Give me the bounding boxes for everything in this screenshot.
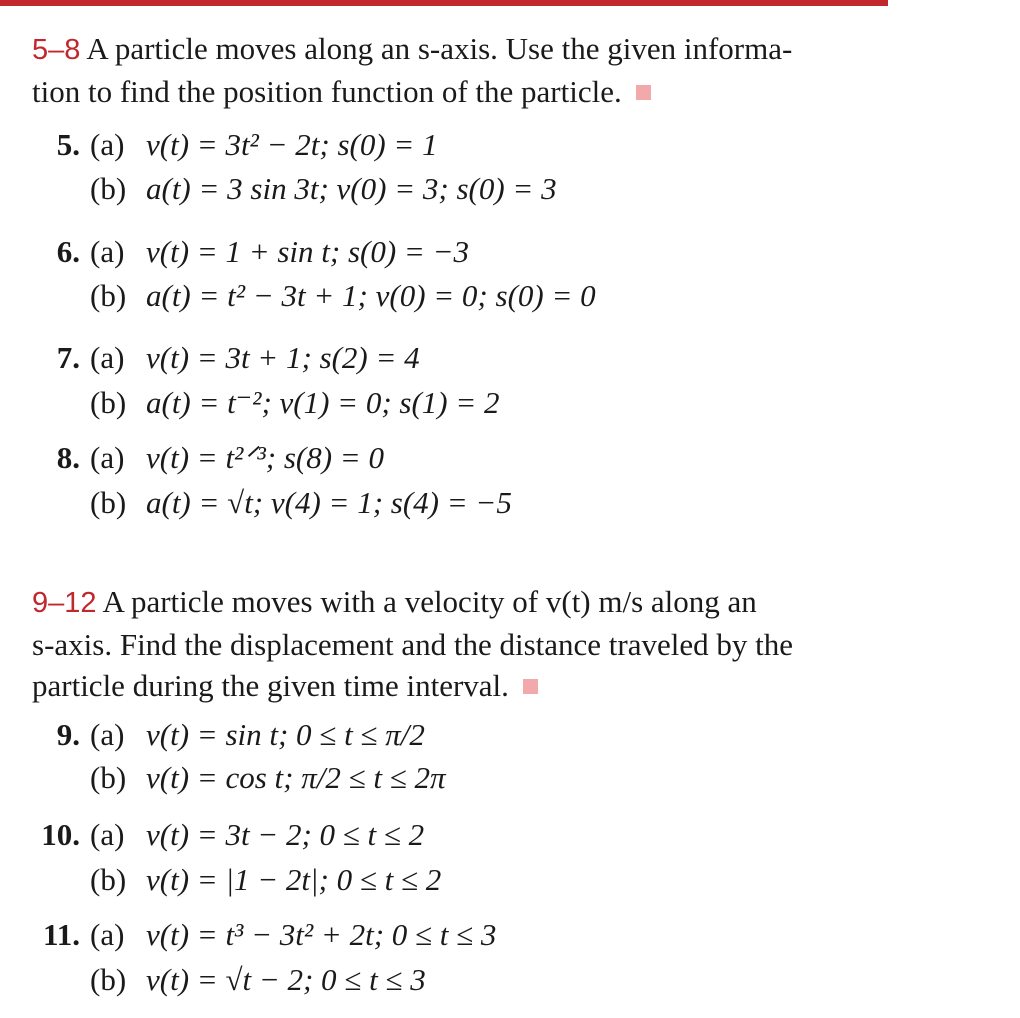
- problem-part-a: [90, 438, 384, 478]
- problem-part-a: [90, 715, 425, 755]
- section-9-12-intro: [32, 581, 890, 706]
- part-letter: (a): [90, 340, 125, 375]
- part-expression: v(t) = 3t − 2; 0 ≤ t ≤ 2: [146, 817, 425, 852]
- part-expression: v(t) = sin t; 0 ≤ t ≤ π/2: [146, 717, 425, 752]
- problem-number: 6.: [56, 234, 80, 269]
- problem-part-b: [90, 860, 441, 900]
- intro-text: s-axis. Find the displacement and the distance traveled by the: [32, 627, 793, 662]
- part-expression: a(t) = t² − 3t + 1; v(0) = 0; s(0) = 0: [146, 278, 596, 313]
- problem-part-b: [90, 960, 426, 1000]
- section-5-8-intro: [32, 28, 890, 112]
- problem-part-b: [90, 169, 557, 209]
- problem-number: 7.: [56, 340, 80, 375]
- part-expression: a(t) = 3 sin 3t; v(0) = 3; s(0) = 3: [146, 171, 557, 206]
- problem-part-b: [90, 276, 596, 316]
- part-letter: (b): [90, 760, 127, 795]
- part-expression: a(t) = √t; v(4) = 1; s(4) = −5: [146, 485, 512, 520]
- intro-text: A particle moves along an s-axis. Use the given informa-: [86, 31, 793, 66]
- part-expression: v(t) = cos t; π/2 ≤ t ≤ 2π: [146, 760, 446, 795]
- part-letter: (b): [90, 862, 127, 897]
- section-range: 9–12: [32, 587, 97, 619]
- part-letter: (a): [90, 717, 125, 752]
- part-expression: v(t) = t³ − 3t² + 2t; 0 ≤ t ≤ 3: [146, 917, 497, 952]
- intro-text: particle during the given time interval.: [32, 668, 509, 703]
- part-letter: (b): [90, 485, 127, 520]
- intro-line-2: [32, 71, 890, 112]
- intro-text: A particle moves with a velocity of v(t) m/s along an: [102, 584, 757, 619]
- problem-number: 11.: [42, 917, 80, 952]
- intro-line-1: [32, 28, 890, 71]
- part-expression: v(t) = |1 − 2t|; 0 ≤ t ≤ 2: [146, 862, 442, 897]
- problem-part-b: [90, 483, 512, 523]
- part-expression: v(t) = √t − 2; 0 ≤ t ≤ 3: [146, 962, 426, 997]
- part-expression: a(t) = t⁻²; v(1) = 0; s(1) = 2: [146, 385, 500, 420]
- end-square-icon: [523, 679, 538, 694]
- part-letter: (b): [90, 385, 127, 420]
- problem-number: 8.: [56, 440, 80, 475]
- part-expression: v(t) = 3t + 1; s(2) = 4: [146, 340, 420, 375]
- part-letter: (b): [90, 171, 127, 206]
- problem-part-a: [90, 232, 469, 272]
- problem-number: 5.: [56, 127, 80, 162]
- part-letter: (b): [90, 278, 127, 313]
- problem-number: 9.: [56, 717, 80, 752]
- intro-text: tion to find the position function of the particle.: [32, 74, 622, 109]
- problem-part-a: [90, 815, 424, 855]
- part-letter: (a): [90, 817, 125, 852]
- part-letter: (a): [90, 127, 125, 162]
- top-rule: [0, 0, 888, 6]
- problem-part-a: [90, 125, 438, 165]
- intro-line-3: [32, 665, 890, 706]
- part-letter: (a): [90, 917, 125, 952]
- problem-number: 10.: [41, 817, 80, 852]
- problem-part-b: [90, 383, 500, 423]
- problem-part-a: [90, 338, 420, 378]
- part-expression: v(t) = 3t² − 2t; s(0) = 1: [146, 127, 438, 162]
- part-expression: v(t) = 1 + sin t; s(0) = −3: [146, 234, 470, 269]
- part-letter: (a): [90, 440, 125, 475]
- intro-line-2: [32, 624, 890, 665]
- part-letter: (b): [90, 962, 127, 997]
- part-letter: (a): [90, 234, 125, 269]
- intro-line-1: [32, 581, 890, 624]
- end-square-icon: [636, 85, 651, 100]
- section-range: 5–8: [32, 34, 81, 66]
- problem-part-b: [90, 758, 446, 798]
- part-expression: v(t) = t²ᐟ³; s(8) = 0: [146, 440, 384, 475]
- problem-part-a: [90, 915, 496, 955]
